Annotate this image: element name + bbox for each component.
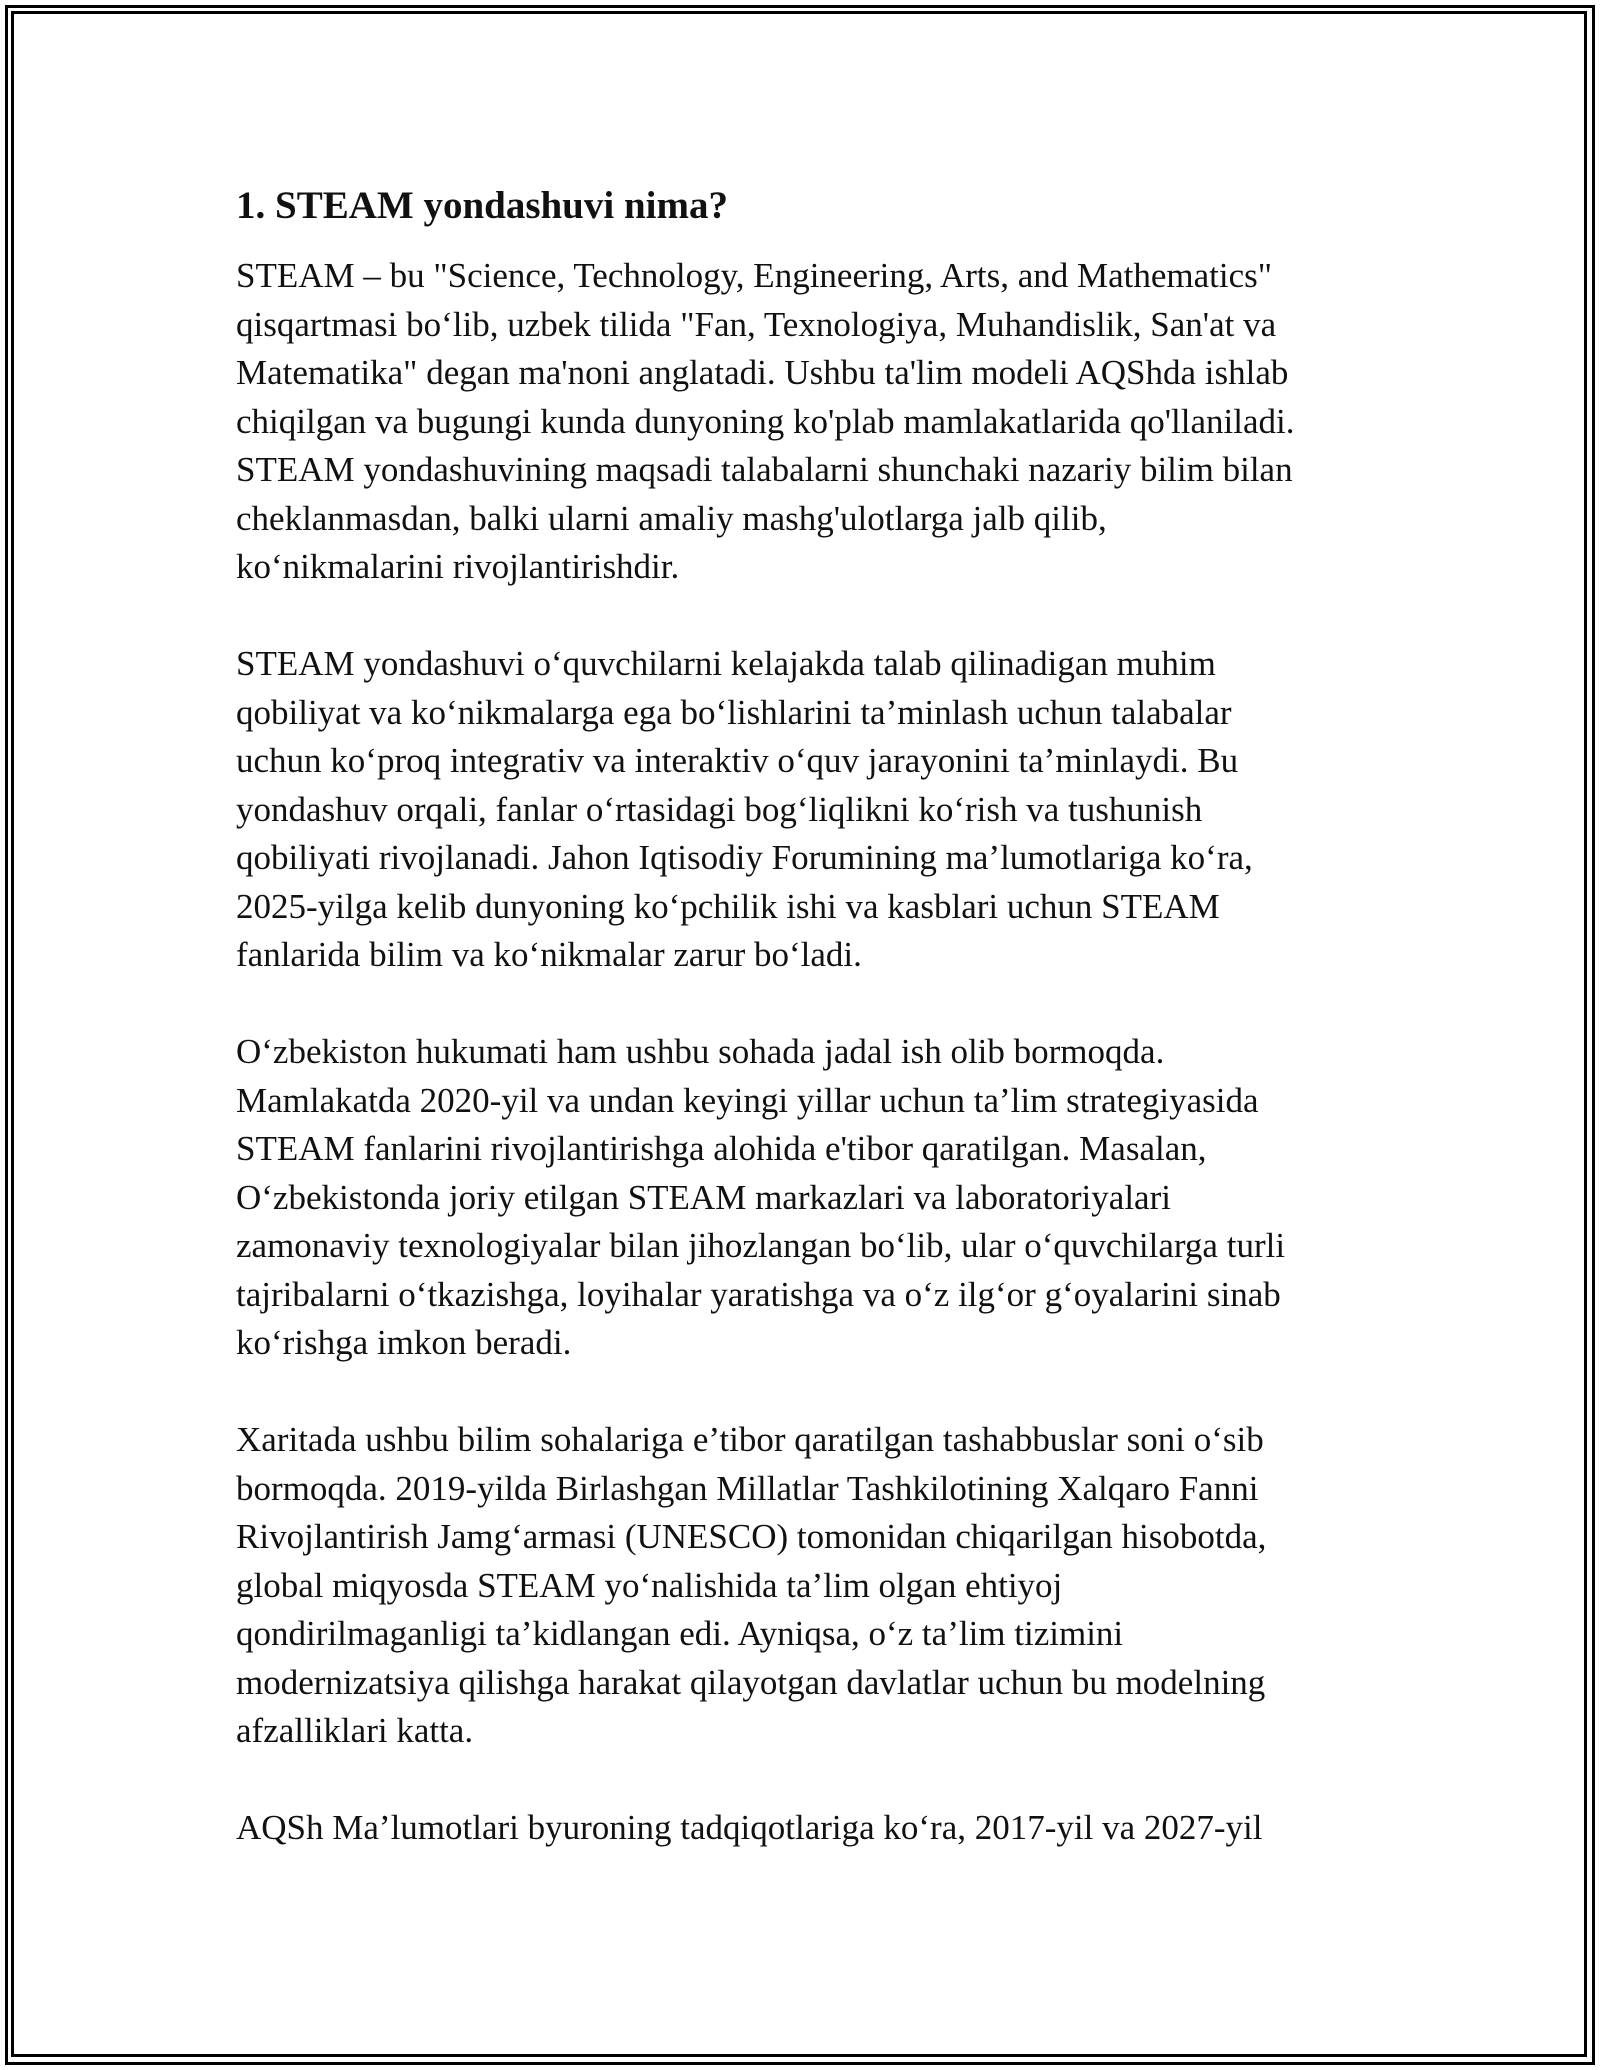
paragraph-line: qondirilmaganligi ta’kidlangan edi. Ayniqsa, o‘z ta’lim tizimini xyxy=(236,1614,1124,1653)
section-heading: 1. STEAM yondashuvi nima? xyxy=(236,184,728,227)
paragraph-line: 2025-yilga kelib dunyoning ko‘pchilik ishi va kasblari uchun STEAM xyxy=(236,886,1220,926)
paragraph-line: chiqilgan va bugungi kunda dunyoning ko'plab mamlakatlarida qo'llaniladi. xyxy=(236,401,1295,441)
paragraph-global-initiatives xyxy=(236,1416,1366,1756)
paragraph-line: tajribalarni o‘tkazishga, loyihalar yaratishga va o‘z ilg‘or g‘oyalarini sinab xyxy=(236,1274,1281,1314)
paragraph-line: O‘zbekiston hukumati ham ushbu sohada jadal ish olib bormoqda. xyxy=(236,1032,1165,1071)
paragraph-steam-definition xyxy=(236,252,1366,592)
paragraph-line: Rivojlantirish Jamg‘armasi (UNESCO) tomonidan chiqarilgan hisobotda, xyxy=(236,1517,1267,1556)
paragraph-line: qisqartmasi bo‘lib, uzbek tilida "Fan, Texnologiya, Muhandislik, San'at va xyxy=(236,304,1277,344)
paragraph-line: Mamlakatda 2020-yil va undan keyingi yillar uchun ta’lim strategiyasida xyxy=(236,1080,1259,1120)
paragraph-line: modernizatsiya qilishga harakat qilayotgan davlatlar uchun bu modelning xyxy=(236,1662,1266,1702)
document-body xyxy=(236,180,1366,1901)
paragraph-line: STEAM – bu "Science, Technology, Engineering, Arts, and Mathematics" xyxy=(236,256,1273,295)
paragraph-line: afzalliklari katta. xyxy=(236,1711,474,1750)
paragraph-line: STEAM yondashuvi o‘quvchilarni kelajakda talab qilinadigan muhim xyxy=(236,644,1216,683)
paragraph-line: Matematika" degan ma'noni anglatadi. Ushbu ta'lim modeli AQShda ishlab xyxy=(236,353,1289,392)
paragraph-line: STEAM fanlarini rivojlantirishga alohida e'tibor qaratilgan. Masalan, xyxy=(236,1129,1207,1168)
paragraph-line: yondashuv orqali, fanlar o‘rtasidagi bog‘liqlikni ko‘rish va tushunish xyxy=(236,789,1203,829)
paragraph-steam-benefits xyxy=(236,640,1366,980)
paragraph-usa-data xyxy=(236,1804,1366,1853)
paragraph-line: uchun ko‘proq integrativ va interaktiv o‘quv jarayonini ta’minlaydi. Bu xyxy=(236,741,1239,780)
paragraph-uzbekistan xyxy=(236,1028,1366,1368)
paragraph-line: global miqyosda STEAM yo‘nalishida ta’lim olgan ehtiyoj xyxy=(236,1565,1063,1605)
paragraph-line: AQSh Ma’lumotlari byuroning tadqiqotlariga ko‘ra, 2017-yil va 2027-yil xyxy=(236,1808,1263,1847)
paragraph-line: fanlarida bilim va ko‘nikmalar zarur bo‘ladi. xyxy=(236,935,862,974)
paragraph-line: Xaritada ushbu bilim sohalariga e’tibor qaratilgan tashabbuslar soni o‘sib xyxy=(236,1420,1264,1459)
paragraph-line: bormoqda. 2019-yilda Birlashgan Millatlar Tashkilotining Xalqaro Fanni xyxy=(236,1468,1259,1508)
paragraph-line: ko‘rishga imkon beradi. xyxy=(236,1323,572,1362)
paragraph-line: zamonaviy texnologiyalar bilan jihozlangan bo‘lib, ular o‘quvchilarga turli xyxy=(236,1226,1286,1265)
paragraph-line: STEAM yondashuvining maqsadi talabalarni shunchaki nazariy bilim bilan xyxy=(236,450,1293,489)
paragraph-line: O‘zbekistonda joriy etilgan STEAM markazlari va laboratoriyalari xyxy=(236,1177,1171,1217)
paragraph-line: qobiliyat va ko‘nikmalarga ega bo‘lishlarini ta’minlash uchun talabalar xyxy=(236,692,1232,732)
paragraph-line: ko‘nikmalarini rivojlantirishdir. xyxy=(236,547,680,586)
paragraph-line: cheklanmasdan, balki ularni amaliy mashg'ulotlarga jalb qilib, xyxy=(236,498,1107,538)
paragraph-line: qobiliyati rivojlanadi. Jahon Iqtisodiy Forumining ma’lumotlariga ko‘ra, xyxy=(236,838,1253,877)
